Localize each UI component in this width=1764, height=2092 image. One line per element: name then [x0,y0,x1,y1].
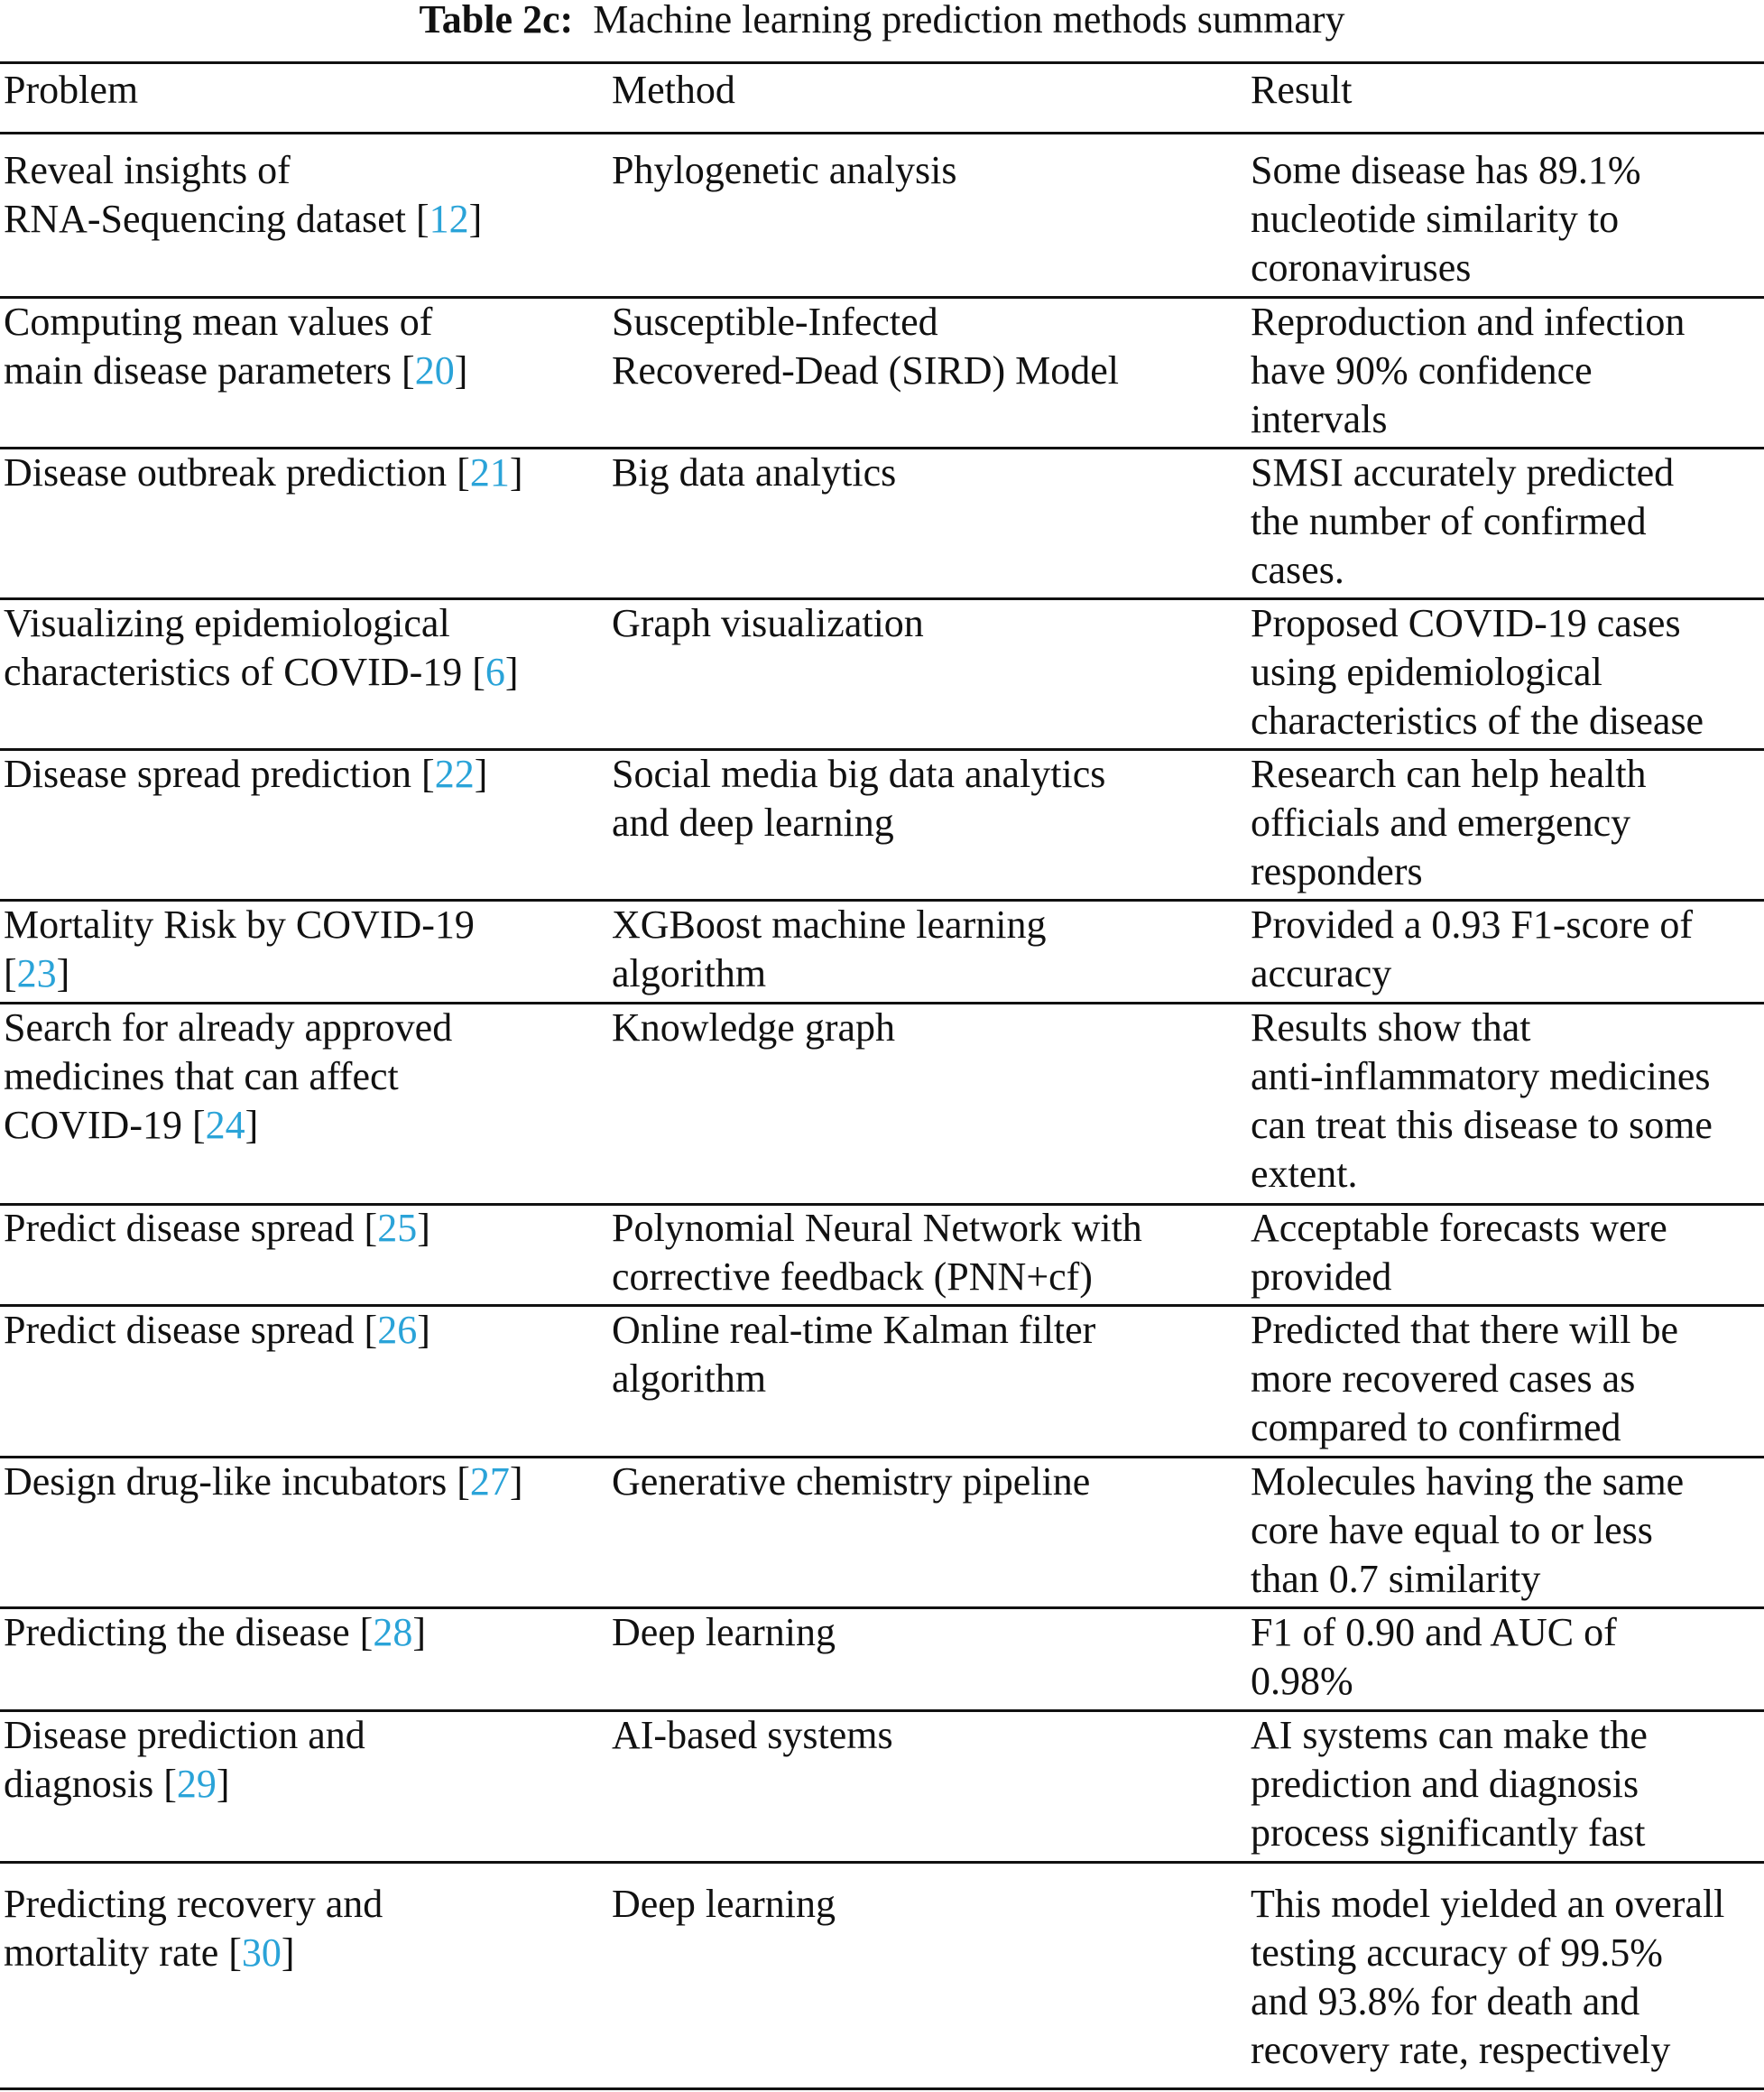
problem-cell [4,901,599,998]
reference-link[interactable]: 27 [469,1459,510,1504]
method-cell: Susceptible-Infected Recovered-Dead (SIRD) Model [612,300,1120,393]
result-cell: Acceptable forecasts were provided [1251,1206,1667,1299]
reference-link[interactable]: 28 [373,1610,413,1654]
method-cell: Online real-time Kalman filter algorithm [612,1308,1096,1401]
method-cell: Knowledge graph [612,1005,896,1050]
reference-link[interactable]: 23 [16,951,57,995]
method-cell: Social media big data analytics and deep learning [612,752,1106,845]
problem-bracket: ] [504,650,519,694]
problem-bracket: ] [281,1930,295,1975]
problem-cell [4,298,599,395]
reference-link[interactable]: 30 [241,1930,282,1975]
method-cell: Big data analytics [612,450,897,495]
problem-bracket: ] [509,450,523,495]
method-cell: Generative chemistry pipeline [612,1459,1091,1504]
table-caption-title: Machine learning prediction methods summary [593,0,1345,42]
method-cell: AI-based systems [612,1713,893,1757]
result-cell: Results show that anti-inflammatory medicines can treat this disease to some extent. [1251,1005,1713,1196]
reference-link[interactable]: 6 [485,650,505,694]
bottom-rule [0,2087,1764,2090]
problem-bracket: ] [417,1308,430,1352]
header-problem: Problem [4,68,139,112]
result-cell: F1 of 0.90 and AUC of 0.98% [1251,1610,1617,1703]
problem-text: Mortality Risk by COVID-19 [ [4,903,475,995]
reference-link[interactable]: 29 [176,1762,217,1806]
reference-link[interactable]: 24 [205,1103,245,1147]
reference-link[interactable]: 22 [434,752,475,796]
problem-cell [4,146,599,244]
result-cell: AI systems can make the prediction and diagnosis process significantly fast [1251,1713,1648,1855]
method-cell: Deep learning [612,1882,836,1926]
problem-cell [4,1880,599,1977]
reference-link[interactable]: 21 [469,450,510,495]
result-cell: This model yielded an overall testing accuracy of 99.5% and 93.8% for death and recovery rate, respectively [1251,1882,1725,2072]
table-caption [0,0,1764,40]
problem-text: Disease outbreak prediction [ [4,450,470,495]
problem-text: Predicting the disease [ [4,1610,374,1654]
result-cell: Predicted that there will be more recovered cases as compared to confirmed [1251,1308,1679,1449]
result-cell: Molecules having the same core have equal to or less than 0.7 similarity [1251,1459,1685,1601]
method-cell: Deep learning [612,1610,836,1654]
problem-cell [4,1711,599,1809]
header-method: Method [612,68,735,112]
top-rule [0,61,1764,64]
reference-link[interactable]: 12 [429,197,469,241]
problem-cell [4,1004,599,1150]
problem-bracket: ] [509,1459,523,1504]
problem-cell [4,1306,599,1355]
row-rule [0,1861,1764,1864]
problem-cell [4,449,599,497]
problem-cell [4,1204,599,1253]
problem-text: Design drug-like incubators [ [4,1459,470,1504]
table-caption-label: Table 2c: [419,0,574,42]
problem-text: Visualizing epidemiological characteristics of COVID-19 [ [4,601,485,694]
problem-text: Disease spread prediction [ [4,752,435,796]
problem-bracket: ] [245,1103,259,1147]
problem-bracket: ] [468,197,483,241]
problem-text: Predicting recovery and mortality rate [ [4,1882,383,1975]
problem-text: Predict disease spread [ [4,1308,378,1352]
reference-link[interactable]: 20 [414,348,455,393]
problem-cell [4,750,599,799]
problem-cell [4,599,599,697]
problem-text: Computing mean values of main disease parameters [ [4,300,433,393]
header-rule [0,132,1764,134]
result-cell: Proposed COVID-19 cases using epidemiological characteristics of the disease [1251,601,1704,743]
problem-text: Disease prediction and diagnosis [ [4,1713,365,1806]
header-result: Result [1251,68,1353,112]
method-cell: Phylogenetic analysis [612,148,957,192]
result-cell: SMSI accurately predicted the number of confirmed cases. [1251,450,1675,592]
problem-bracket: ] [454,348,468,393]
method-cell: Polynomial Neural Network with corrective feedback (PNN+cf) [612,1206,1142,1299]
problem-bracket: ] [474,752,488,796]
problem-cell [4,1458,599,1506]
reference-link[interactable]: 26 [377,1308,418,1352]
problem-text: Search for already approved medicines that can affect COVID-19 [ [4,1005,453,1147]
method-cell: Graph visualization [612,601,924,645]
problem-bracket: ] [216,1762,230,1806]
reference-link[interactable]: 25 [377,1206,418,1250]
result-cell: Some disease has 89.1% nucleotide similarity to coronaviruses [1251,148,1641,290]
problem-bracket: ] [412,1610,426,1654]
problem-bracket: ] [56,951,70,995]
problem-text: Predict disease spread [ [4,1206,378,1250]
method-cell: XGBoost machine learning algorithm [612,903,1047,995]
problem-text: Reveal insights of RNA-Sequencing dataset [ [4,148,429,241]
result-cell: Research can help health officials and emergency responders [1251,752,1647,893]
problem-cell [4,1608,599,1657]
result-cell: Provided a 0.93 F1-score of accuracy [1251,903,1694,995]
problem-bracket: ] [417,1206,430,1250]
result-cell: Reproduction and infection have 90% confidence intervals [1251,300,1685,441]
